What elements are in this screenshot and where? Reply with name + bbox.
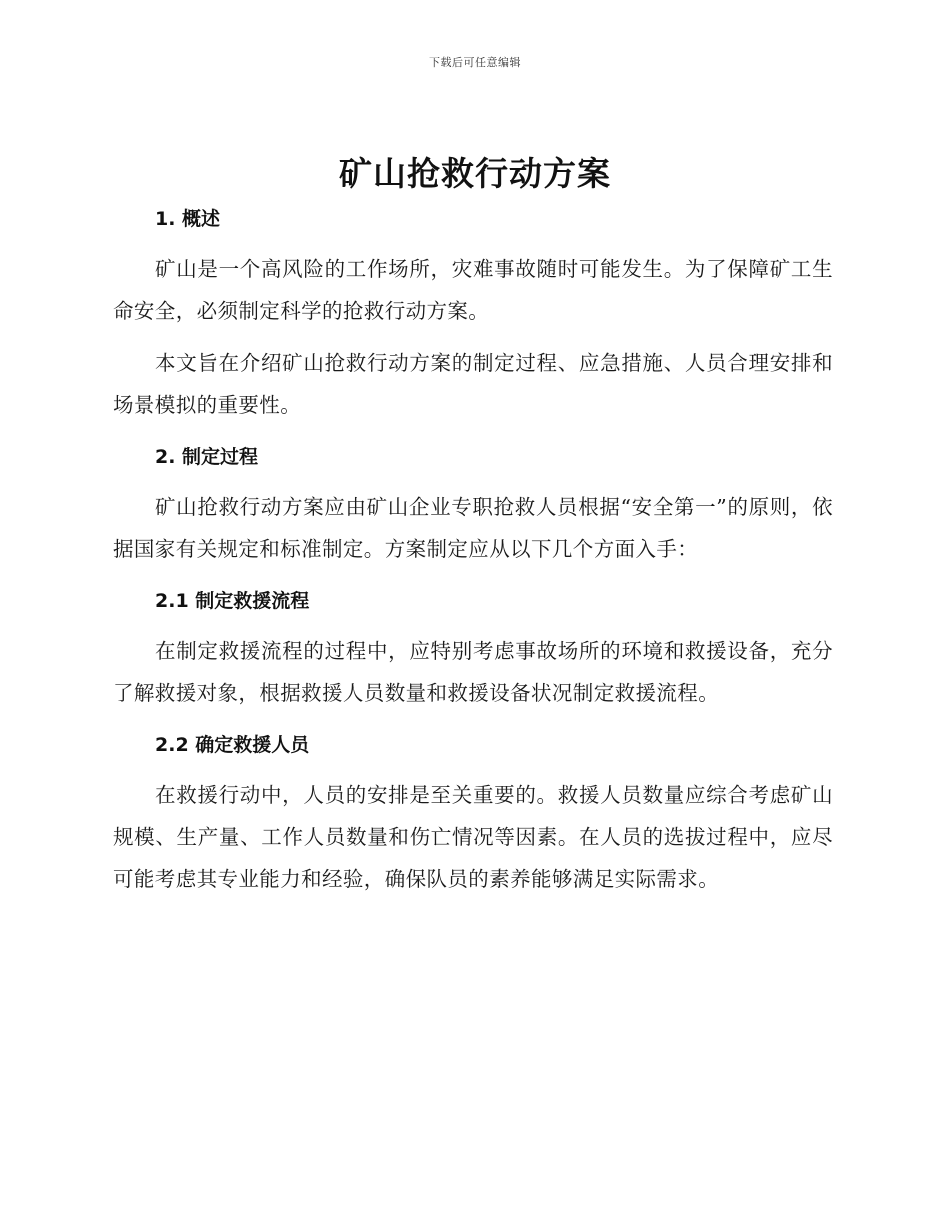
document-body xyxy=(113,202,833,900)
paragraph-overview-2: 本文旨在介绍矿山抢救行动方案的制定过程、应急措施、人员合理安排和场景模拟的重要性。 xyxy=(113,351,833,417)
paragraph-process-1: 矿山抢救行动方案应由矿山企业专职抢救人员根据“安全第一”的原则，依据国家有关规定和标准制定。方案制定应从以下几个方面入手： xyxy=(113,495,833,561)
section-heading-rescue-flow: 2.1 制定救援流程 xyxy=(155,590,310,612)
section-heading-process: 2. 制定过程 xyxy=(155,446,259,468)
section-heading-rescue-personnel: 2.2 确定救援人员 xyxy=(155,734,310,756)
paragraph-rescue-flow-1: 在制定救援流程的过程中，应特别考虑事故场所的环境和救援设备，充分了解救援对象，根据救援人员数量和救援设备状况制定救援流程。 xyxy=(113,639,833,705)
paragraph-rescue-personnel-1: 在救援行动中，人员的安排是至关重要的。救援人员数量应综合考虑矿山规模、生产量、工作人员数量和伤亡情况等因素。在人员的选拔过程中，应尽可能考虑其专业能力和经验，确保队员的素养能够满足实际需求。 xyxy=(113,783,833,891)
section-heading-overview: 1. 概述 xyxy=(155,208,221,230)
document-title: 矿山抢救行动方案 xyxy=(339,154,611,193)
paragraph-overview-1: 矿山是一个高风险的工作场所，灾难事故随时可能发生。为了保障矿工生命安全，必须制定科学的抢救行动方案。 xyxy=(113,257,833,323)
header-note: 下载后可任意编辑 xyxy=(429,56,521,69)
